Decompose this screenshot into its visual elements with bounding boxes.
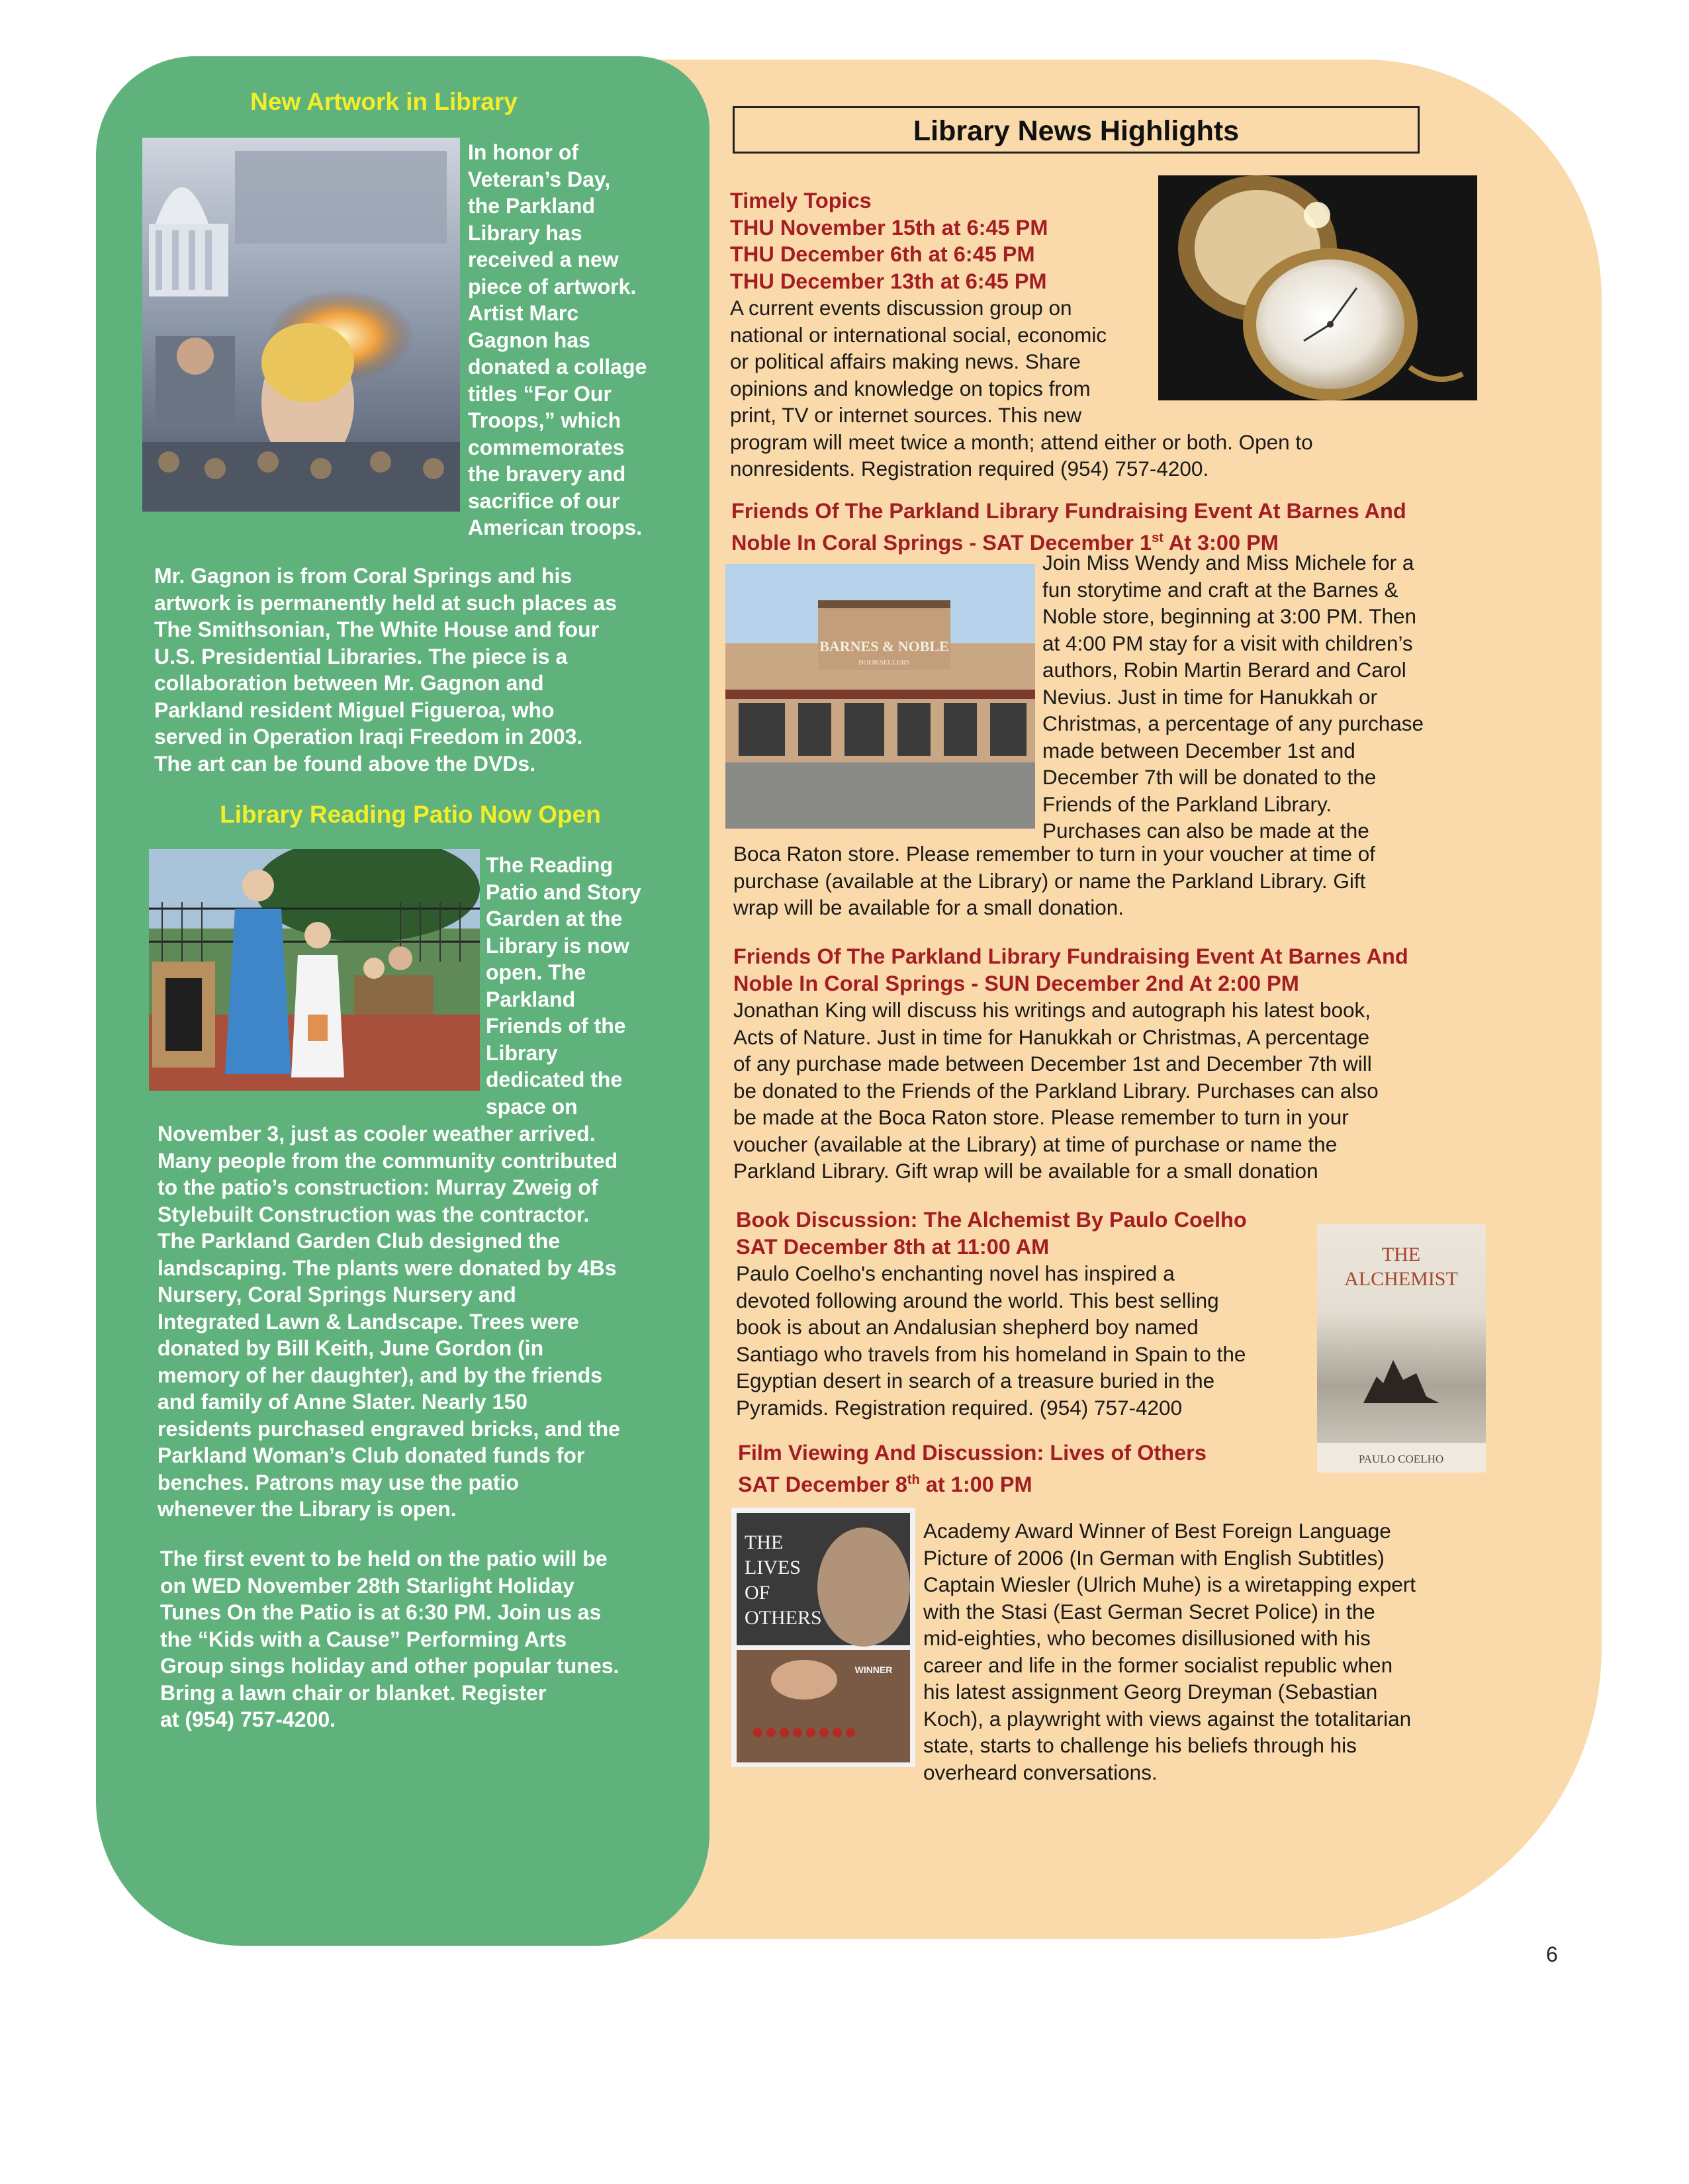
poster-award-badge: WINNER [854,1664,893,1675]
patio-event-text: The first event to be held on the patio will be on WED November 28th Starlight Holiday Tunes On the Patio is at 6:30 PM. Join us as the “Kids with a Cause” Performing Arts Group sings holiday and other popular tunes. Bring a lawn chair or blanket. Register at (954) 757-4200. [160,1547,619,1731]
artwork-heading: New Artwork in Library [250,88,518,115]
page-number: 6 [1546,1942,1558,1966]
alchemist-book-cover [1317,1224,1486,1473]
poster-title-line-4: OTHERS [745,1607,822,1629]
book-discussion-section: Book Discussion: The Alchemist By Paulo Coelho SAT December 8th at 11:00 AM Paulo Coelho's enchanting novel has inspired a devoted following around the world. This best selling book is about an Andalusian shepherd boy named Santiago who travels from his homeland in Spain to the Egyptian desert in search of a treasure buried in the Pyramids. Registration required. (954) 757-4200 [736,1208,1247,1420]
barnes-noble-store-image [725,564,1035,829]
timely-topics-section: Timely Topics THU November 15th at 6:45 PM THU December 6th at 6:45 PM THU December 13th at 6:45 PM A current events discussion group on national or international social, economic or political affairs making news. Share opinions and knowledge on topics from print, TV or internet sources. This new program will meet twice a month; attend either or both. Open to nonresidents. Registration required (954) 757-4200. [730,189,1313,480]
book-cover-title-1: THE [1381,1244,1421,1265]
book-cover-title-2: ALCHEMIST [1344,1268,1458,1290]
friends-event-1-heading: Friends Of The Parkland Library Fundraising Event At Barnes And Noble In Coral Springs - SAT December 1st At 3:00 PM [731,499,1406,555]
patio-intro-text: The Reading Patio and Story Garden at the Library is now open. The Parkland Friends of the Library dedicated the space on [486,853,641,1118]
friends-event-2-section: Friends Of The Parkland Library Fundraising Event At Barnes And Noble In Coral Springs - SUN December 2nd At 2:00 PM Jonathan King will discuss his writings and autograph his latest book, Acts of Nature. Just in time for Hanukkah or Christmas, A percentage of any purchase made between December 1st and December 7th will be donated to the Friends of the Parkland Library. Purchases can also be made at the Boca Raton store. Please remember to turn in your voucher (available at the Library) at time of purchase or name the Parkland Library. Gift wrap will be available for a small donation [733,944,1408,1183]
friends-event-1-body: Join Miss Wendy and Miss Michele for a fun storytime and craft at the Barnes & Noble store, beginning at 3:00 PM. Then at 4:00 PM stay for a visit with children’s authors, Robin Martin Berard and Carol Nevius. Just in time for Hanukkah or Christmas, a percentage of any purchase made between December 1st and December 7th will be donated to the Friends of the Parkland Library. Purchases can also be made at the [1042,551,1424,842]
book-cover-author: PAULO COELHO [1358,1453,1444,1465]
poster-title-line-2: LIVES [745,1557,801,1578]
friends-event-1-body-continued: Boca Raton store. Please remember to turn in your voucher at time of purchase (available at the Library) or name the Parkland Library. Gift wrap will be available for a small donation. [733,842,1375,919]
patio-photo [149,849,480,1091]
lives-of-others-poster [731,1508,915,1767]
pocket-watch-image [1158,175,1477,400]
patio-body-text: November 3, just as cooler weather arrived. Many people from the community contributed to the patio’s construction: Murray Zweig of Stylebuilt Construction was the contractor. The Parkland Garden Club designed the landscaping. The plants were donated by 4Bs Nursery, Coral Springs Nursery and Integrated Lawn & Landscape. Trees were donated by Bill Keith, June Gordon (in memory of her daughter), and by the friends and family of Anne Slater. Nearly 150 residents purchased engraved bricks, and the Parkland Woman’s Club donated funds for benches. Patrons may use the patio whenever the Library is open. [158,1122,620,1521]
artwork-body-text: Mr. Gagnon is from Coral Springs and his artwork is permanently held at such places as The Smithsonian, The White House and four U.S. Presidential Libraries. The piece is a collaboration between Mr. Gagnon and Parkland resident Miguel Figueroa, who served in Operation Iraqi Freedom in 2003. The art can be found above the DVDs. [154,564,617,776]
poster-title-line-3: OF [745,1582,770,1604]
store-sign-subtext: BOOKSELLERS [858,659,910,666]
artwork-collage-image [142,138,460,512]
news-banner-title: Library News Highlights [733,106,1420,154]
poster-title-line-1: THE [745,1531,784,1553]
store-sign-text: BARNES & NOBLE [819,638,949,655]
film-heading: Film Viewing And Discussion: Lives of Others SAT December 8th at 1:00 PM [738,1441,1207,1496]
artwork-intro-text: In honor of Veteran’s Day, the Parkland Library has received a new piece of artwork. Artist Marc Gagnon has donated a collage titles “For Our Troops,” which commemorates the bravery and sacrifice of our American troops. [468,140,647,539]
film-body: Academy Award Winner of Best Foreign Language Picture of 2006 (In German with English Subtitles) Captain Wiesler (Ulrich Muhe) is a wiretapping expert with the Stasi (East German Secret Police) in the mid-eighties, who becomes disillusioned with his career and life in the former socialist republic when his latest assignment Georg Dreyman (Sebastian Koch), a playwright with views against the totalitarian state, starts to challenge his beliefs through his overheard conversations. [923,1519,1416,1784]
patio-heading: Library Reading Patio Now Open [220,801,601,828]
